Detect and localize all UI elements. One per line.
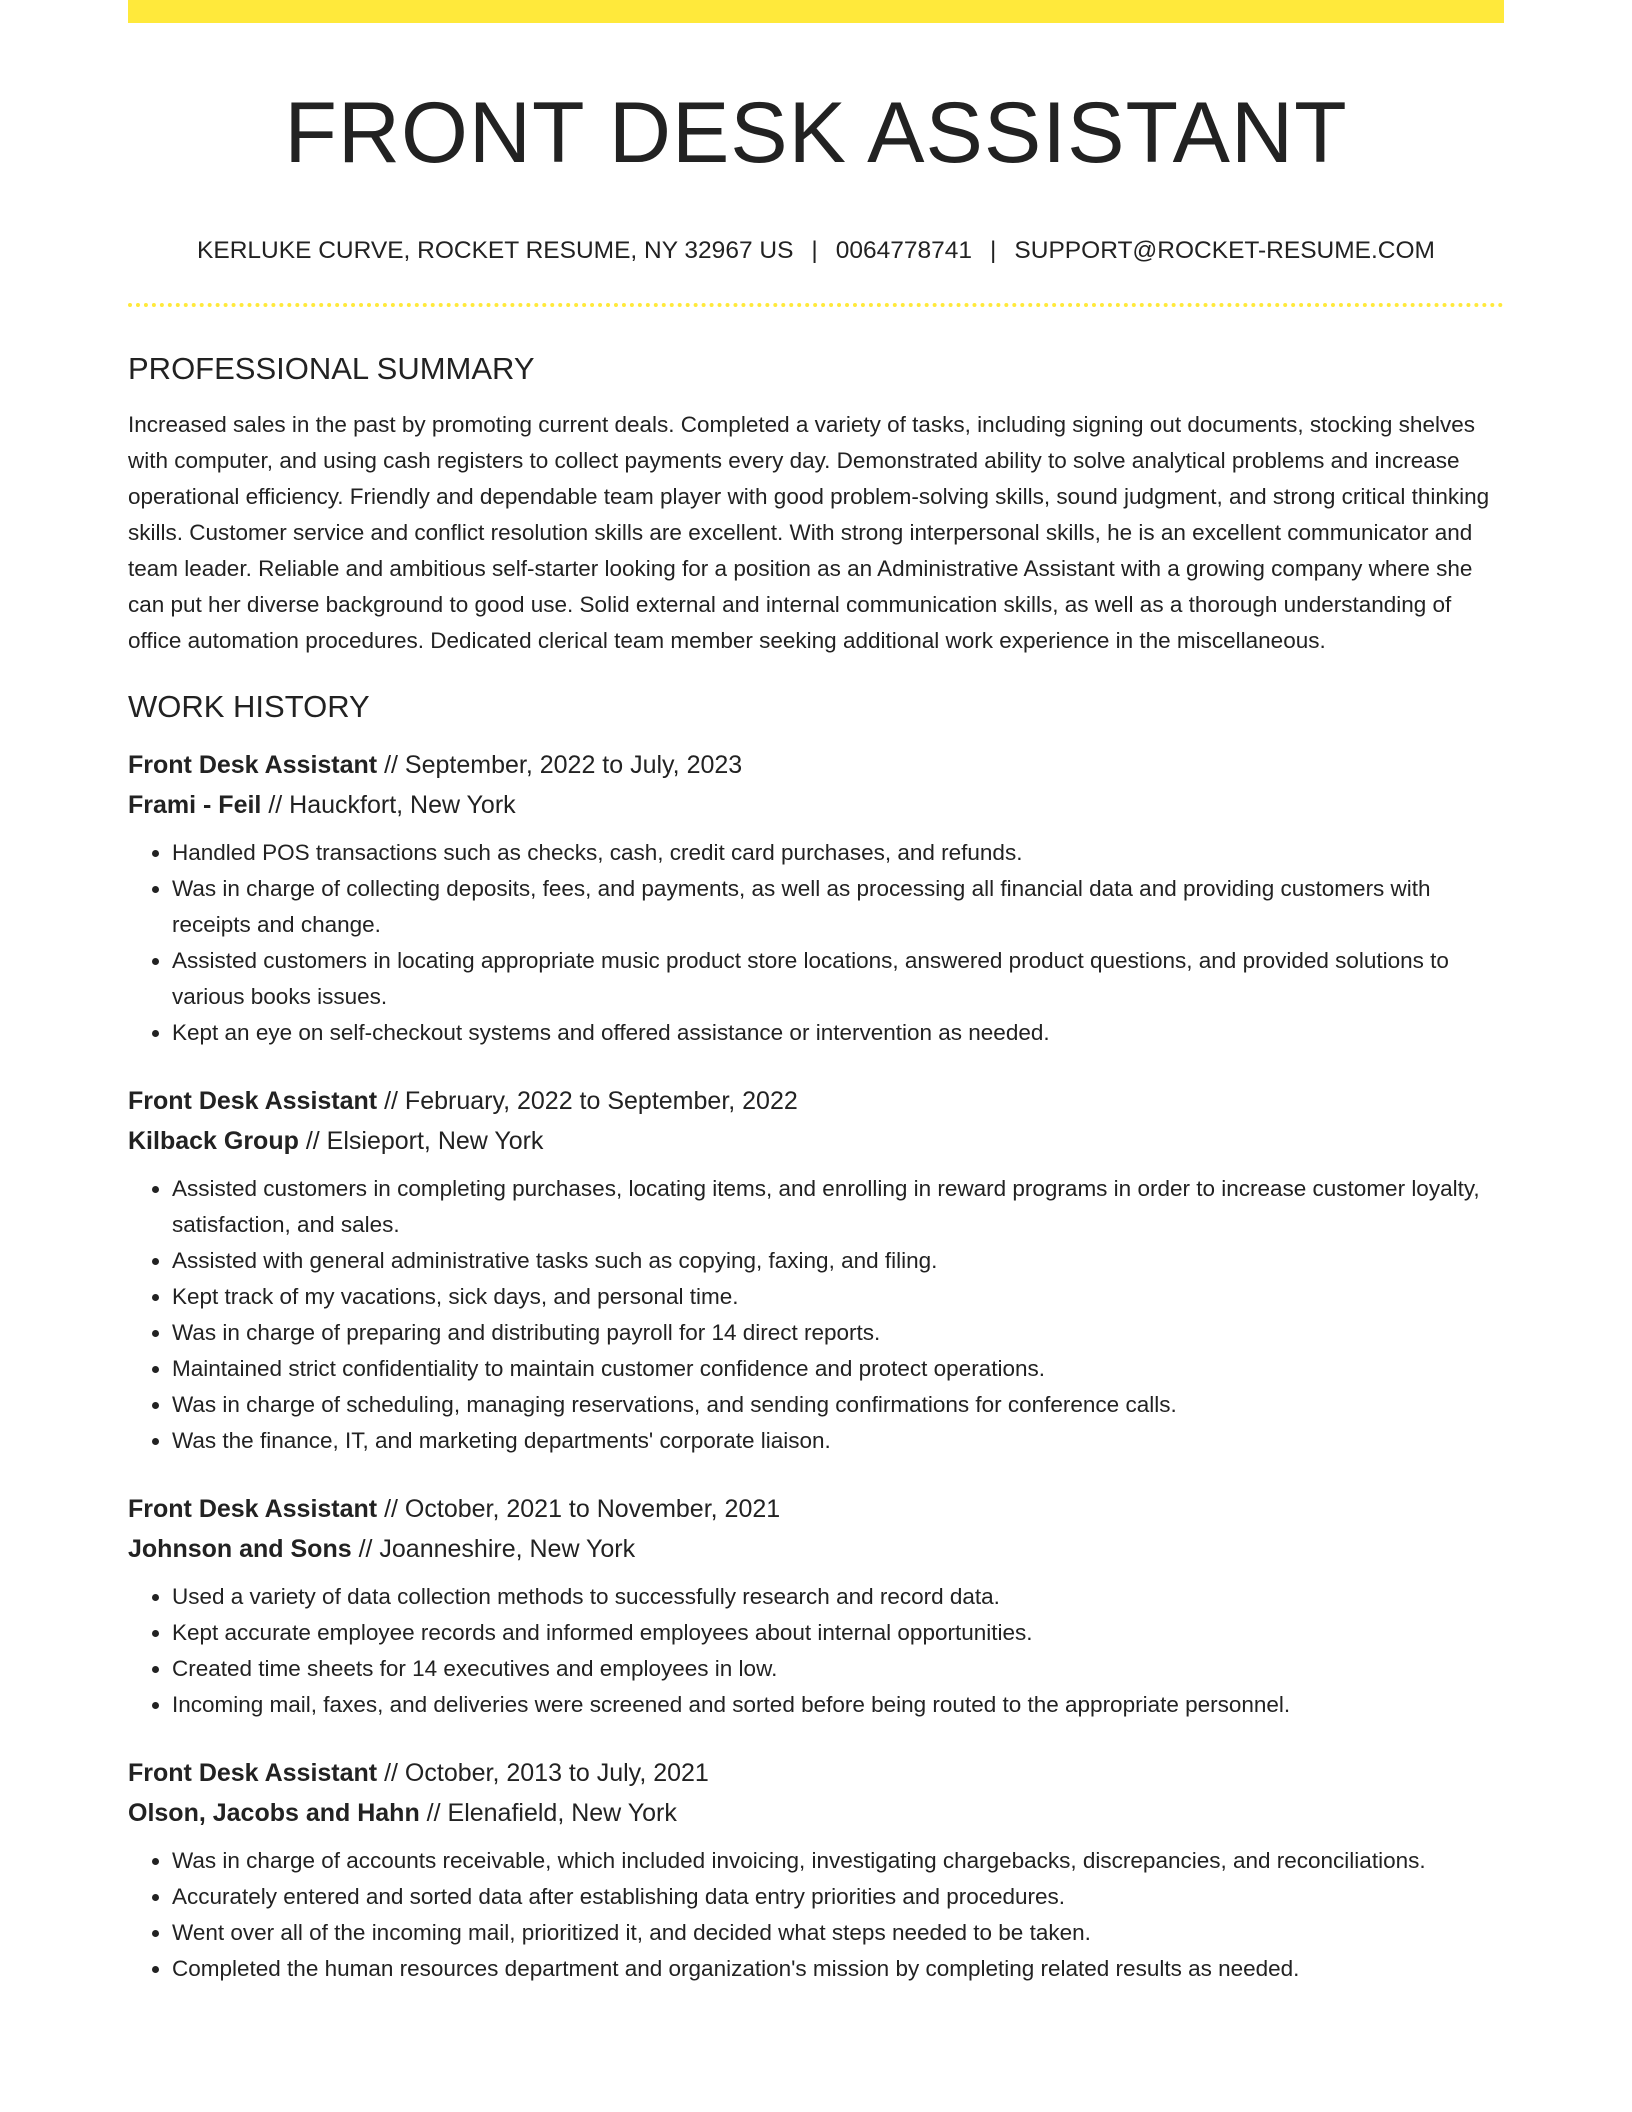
work-history-heading: WORK HISTORY bbox=[128, 689, 370, 724]
job-dates: // February, 2022 to September, 2022 bbox=[377, 1087, 798, 1115]
contact-separator: | bbox=[811, 237, 818, 264]
job-bullet: • Was in charge of preparing and distributing payroll for 14 direct reports. bbox=[172, 1315, 1504, 1351]
job-role: Front Desk Assistant bbox=[128, 1495, 378, 1523]
job-bullet-list bbox=[128, 1843, 1504, 1987]
job-location: // Joanneshire, New York bbox=[351, 1535, 636, 1563]
job-bullet: • Kept accurate employee records and informed employees about internal opportunities. bbox=[172, 1615, 1504, 1651]
job-bullet-list bbox=[128, 1579, 1504, 1723]
job-entry bbox=[128, 1489, 1504, 1723]
job-role-line bbox=[128, 745, 1504, 785]
contact-line bbox=[128, 235, 1504, 267]
job-bullet: • Accurately entered and sorted data after establishing data entry priorities and procedures. bbox=[172, 1879, 1504, 1915]
job-role-line bbox=[128, 1489, 1504, 1529]
job-company-line bbox=[128, 1529, 1504, 1569]
job-bullet: • Maintained strict confidentiality to maintain customer confidence and protect operations. bbox=[172, 1351, 1504, 1387]
job-company: Frami - Feil bbox=[128, 791, 262, 819]
contact-email: SUPPORT@ROCKET-RESUME.COM bbox=[1014, 237, 1435, 264]
job-bullet: • Was the finance, IT, and marketing departments' corporate liaison. bbox=[172, 1423, 1504, 1459]
job-entry bbox=[128, 745, 1504, 1051]
job-bullet: • Completed the human resources department and organization's mission by completing related results as needed. bbox=[172, 1951, 1504, 1987]
job-entry bbox=[128, 1753, 1504, 1987]
job-bullet: • Went over all of the incoming mail, prioritized it, and decided what steps needed to be taken. bbox=[172, 1915, 1504, 1951]
accent-top-bar bbox=[128, 0, 1504, 23]
job-dates: // October, 2013 to July, 2021 bbox=[377, 1759, 709, 1787]
job-dates: // October, 2021 to November, 2021 bbox=[377, 1495, 781, 1523]
summary-heading: PROFESSIONAL SUMMARY bbox=[128, 351, 535, 386]
job-location: // Elenafield, New York bbox=[419, 1799, 677, 1827]
job-entry bbox=[128, 1081, 1504, 1459]
job-company: Johnson and Sons bbox=[128, 1535, 352, 1563]
job-bullet: • Was in charge of scheduling, managing reservations, and sending confirmations for conference calls. bbox=[172, 1387, 1504, 1423]
job-role-line bbox=[128, 1753, 1504, 1793]
job-location: // Hauckfort, New York bbox=[261, 791, 516, 819]
dotted-divider bbox=[128, 303, 1504, 307]
job-company: Olson, Jacobs and Hahn bbox=[128, 1799, 420, 1827]
job-bullet: • Created time sheets for 14 executives and employees in low. bbox=[172, 1651, 1504, 1687]
contact-separator: | bbox=[990, 237, 997, 264]
job-bullet: • Was in charge of accounts receivable, which included invoicing, investigating chargebacks, discrepancies, and reconciliations. bbox=[172, 1843, 1504, 1879]
resume-page bbox=[128, 0, 1504, 1987]
job-role-line bbox=[128, 1081, 1504, 1121]
job-company-line bbox=[128, 1793, 1504, 1833]
job-bullet: • Handled POS transactions such as checks, cash, credit card purchases, and refunds. bbox=[172, 835, 1504, 871]
job-bullet: • Assisted customers in completing purchases, locating items, and enrolling in reward programs in order to increase customer loyalty, satisfaction, and sales. bbox=[172, 1171, 1504, 1243]
job-company-line bbox=[128, 785, 1504, 825]
job-dates: // September, 2022 to July, 2023 bbox=[377, 751, 743, 779]
contact-address: KERLUKE CURVE, ROCKET RESUME, NY 32967 US bbox=[197, 237, 794, 264]
contact-phone: 0064778741 bbox=[835, 237, 973, 264]
job-bullet: • Kept an eye on self-checkout systems and offered assistance or intervention as needed. bbox=[172, 1015, 1504, 1051]
job-company-line bbox=[128, 1121, 1504, 1161]
job-bullet: • Used a variety of data collection methods to successfully research and record data. bbox=[172, 1579, 1504, 1615]
job-company: Kilback Group bbox=[128, 1127, 299, 1155]
job-role: Front Desk Assistant bbox=[128, 751, 378, 779]
job-bullet-list bbox=[128, 1171, 1504, 1459]
resume-title: FRONT DESK ASSISTANT bbox=[284, 85, 1348, 181]
job-bullet-list bbox=[128, 835, 1504, 1051]
job-bullet: • Assisted with general administrative tasks such as copying, faxing, and filing. bbox=[172, 1243, 1504, 1279]
job-bullet: • Assisted customers in locating appropriate music product store locations, answered product questions, and provided solutions to various books issues. bbox=[172, 943, 1504, 1015]
summary-text: Increased sales in the past by promoting current deals. Completed a variety of tasks, including signing out documents, stocking shelves with computer, and using cash registers to collect payments every day. Demonstrated ability to solve analytical problems and increase operational efficiency. Friendly and dependable team player with good problem-solving skills, sound judgment, and strong critical thinking skills. Customer service and conflict resolution skills are excellent. With strong interpersonal skills, he is an excellent communicator and team leader. Reliable and ambitious self-starter looking for a position as an Administrative Assistant with a growing company where she can put her diverse background to good use. Solid external and internal communication skills, as well as a thorough understanding of office automation procedures. Dedicated clerical team member seeking additional work experience in the miscellaneous. bbox=[128, 412, 1490, 653]
job-bullet: • Kept track of my vacations, sick days, and personal time. bbox=[172, 1279, 1504, 1315]
job-bullet: • Was in charge of collecting deposits, fees, and payments, as well as processing all financial data and providing customers with receipts and change. bbox=[172, 871, 1504, 943]
job-location: // Elsieport, New York bbox=[298, 1127, 544, 1155]
job-role: Front Desk Assistant bbox=[128, 1087, 378, 1115]
job-role: Front Desk Assistant bbox=[128, 1759, 378, 1787]
job-bullet: • Incoming mail, faxes, and deliveries were screened and sorted before being routed to the appropriate personnel. bbox=[172, 1687, 1504, 1723]
